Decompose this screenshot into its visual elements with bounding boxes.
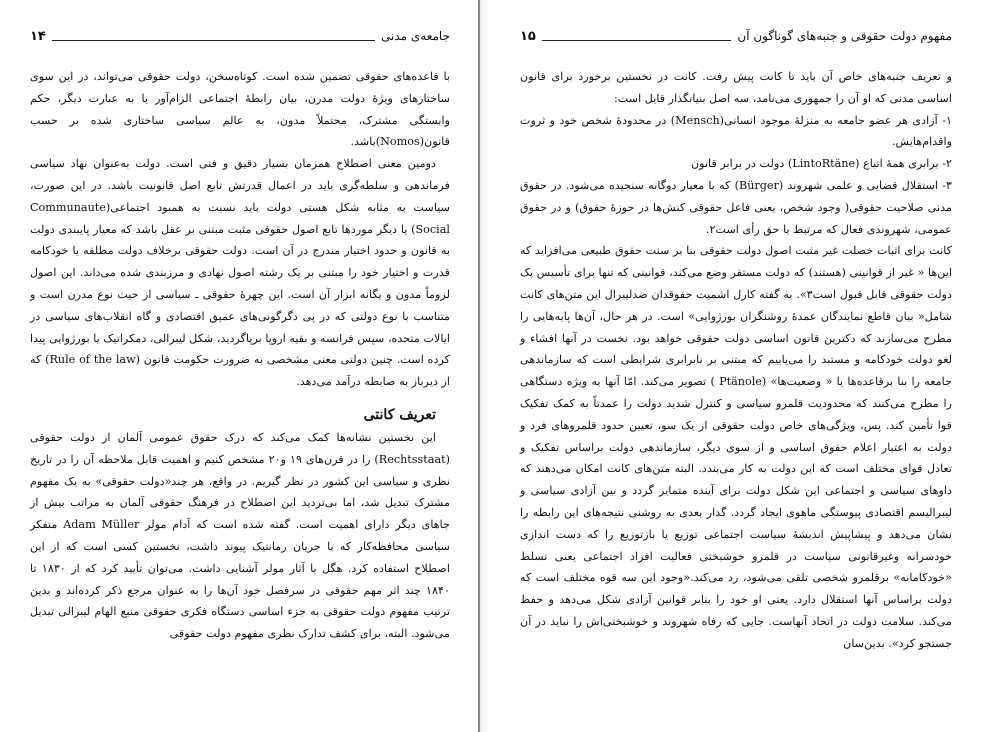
- right-body: کانت برای اثبات خصلت غیر مثبت اصول دولت حقوقی بنا بر سنت حقوق طبیعی می‌افزاید که این‌ها « غیر از قوانینی (هستند) که دولت مستقر وضع می‌کند، قوانینی که تنها برای تأسیس یک دولت حقوقی قابل قبول است۳». به گفته کارل اشمیت حقوقدان ضدلیبرال این متن‌های کانت شامل« بیان قاطع نمایندگان عمدهٔ روشنگران بورژوایی» است. در هر حال، آن‌ها پایه‌هایی را مطرح می‌سازند که دکترین قانون اساسی دولت حقوقی خواهد بود. نخست در آنها افشاء و لغو دولت خودکامه و مستبد را می‌یابیم که مبتنی بر نابرابری شرایطی است که سازماندهی جامعه را بنا برقاعده‌ها یا « وضعیت‌ها» (Ptänole ) تصویر می‌کند. امّا آنها به ویژه دستگاهی را مطرح می‌کنند که محدودیت قلمرو سیاسی و کنترل شدید دولت را عمدتاً به کمک تفکیک قوا تأمین کند. پس، ویژگی‌های خاص دولت حقوقی از یک سو، تعیین حدود قلمروهای فرد و دولت به اعتبار اعلام حقوق اساسی و از سوی دیگر، سازماندهی دولت براساس تفکیک و تعادل قوای مختلف است که این دولت به کار می‌بندد. البته متن‌های کانت امکان می‌دهند که داوهای سیاسی و اجتماعی این شکل دولت برای آینده متمایز گردد و بین آزادی سیاسی و لیبرالیسم اقتصادی پیوستگی ماهوی ایجاد گردد. گذار بعدی به روشنی نتیجه‌های این رابطه را نشان می‌دهد و پیشاپیش اندیشهٔ سیاست اجتماعی توزیع یا بازتوزیع را که دست اندازی خودسرانه وغیرقانونی سیاست در قلمرو خوشبختی فعالیت افراد اجتماعی یعنی تسلط «خودکامانه» برقلمرو شخصی تلقی می‌شود، رد می‌کند.«وجود این سه قوه مختلف است که دولت براساس آنها استقلال دارد. یعنی او خود را بنابر قوانین آزادی شکل می‌دهد و حفظ می‌کند. سلامت دولت در اتحاد آنهاست. جایی که رفاه شهروند و خوشبختی‌اش را نباید در آن جستجو کرد». بدین‌سان: [520, 244, 952, 650]
- left-paragraph-1: با قاعده‌های حقوقی تضمین شده است. کوتاه‌سخن، دولت حقوقی می‌تواند، در این سوی ساختارهای ویژهٔ دولت مدرن، بیان رابطهٔ اجتماعی الزام‌آور یا به عبارت دیگر، حکم وابستگی مشترک، محتملاً مدون، به عالم سیاسی ساختاری شده بر حسب قانون(Nomos)باشد.: [30, 70, 450, 149]
- left-header-title: جامعه‌ی مدنی: [381, 29, 450, 43]
- section-heading: تعریف کانتی: [363, 406, 436, 423]
- list-item: ۲- برابری همهٔ اتباع (LintoRtäne) دولت در برابر قانون: [690, 157, 952, 171]
- book-gutter: [478, 0, 490, 732]
- right-page-number: ۱۵: [520, 28, 536, 44]
- principles-list: [520, 110, 952, 241]
- right-header-rule: [542, 32, 732, 41]
- list-item: ۳- استقلال قضایی و علمی شهروند (Bürger) که با معیار دوگانه سنجیده می‌شود. در حقوق مدنی صلاحیت حقوقی( وجود شخص، یعنی فاعل حقوقی کنش‌ها در حوزهٔ حقوق) و در حقوق عمومی، شهروندی فعال که مرتبط با حق رأی است۲.: [520, 178, 952, 236]
- left-paragraph-2: دومین معنی اصطلاح همزمان بسیار دقیق و فنی است. دولت به‌عنوان نهاد سیاسی فرماندهی و سلطه‌گری باید در اعمال قدرتش تابع اصل قانونیت باشد. در این صورت، سیاست به مثابه شکل هستی دولت باید نسبت به همبود اجتماعی(Communaute Social) یا دیگر موردها تابع اصول حقوقی مثبت مبتنی بر عقل باشد که معیار پایبندی دولت به قانون و حدود اختیار مندرج در آن است. دولت حقوقی برخلاف دولت مطلقه یا خودکامه قدرت و اختیار خود را مبتنی بر یک رشته اصول نهادی و مرزبندی شده می‌داند. این اصول لزوماً مدون و یگانه ابزار آن است. این چهرهٔ حقوقی ـ سیاسی از حیث نوع مدرن است و متناسب با نوع دولتی که در پی دگرگونی‌های عمیق اقتصادی و گاه انقلاب‌های سیاسی در ایالات متحده، سپس فرانسه و بقیه اروپا برپاگردید، شکل لیبرالی، دمکراتیک یا بورژوایی پیدا کرده است. چنین دولتی معنی مشخصی به ضرورت حکومت قانون (Rule of the law) که از دیرباز به ضابطه درآمد می‌دهد.: [30, 157, 450, 389]
- right-intro: و تعریف جنبه‌های خاص آن باید تا کانت پیش رفت. کانت در نخستین برخورد برای قانون اساسی مدنی که او آن را جمهوری می‌نامد، سه اصل بنیانگذار قایل است:: [520, 70, 952, 105]
- left-paragraph-3: این نخستین نشانه‌ها کمک می‌کند که درک حقوق عمومی آلمان از دولت حقوقی (Rechtsstaat) را در قرن‌های ۱۹ و۲۰ مشخص کنیم و اهمیت قابل ملاحظه آن را در تاریخ نظری و سیاسی این کشور در نظر گیریم. در واقع، هر چند«دولت حقوقی» به یک مفهوم مشترک تبدیل شد، اما بی‌تردید این اصطلاح در فرهنگ حقوقی آلمان به مراتب بیش از جاهای دیگر دارای اهمیت است. گفته شده است که آدام مولر Adam Müller متفکر سیاسی محافظه‌کار که با جریان رمانتیک پیوند داشت، نخستین کسی است که از این اصطلاح استفاده کرد. هگل با آثار مولر آشنایی داشت. می‌توان تأیید کرد که از ۱۸۳۰ تا ۱۸۴۰ چند اثر مهم حقوقی در سرفصل خود آن‌ها را به عنوان مرجع ذکر کرده‌اند و بدین ترتیب مفهوم دولت حقوقی به جزء اساسی دستگاه فکری حقوقی منبع الهام لیبرالی تبدیل می‌شود. البته، برای کشف تدارک نظری مفهوم دولت حقوقی: [30, 430, 450, 641]
- right-page-header: [520, 28, 952, 44]
- right-page: [490, 0, 982, 732]
- right-header-title: مفهوم دولت حقوقی و جنبه‌های گوناگون آن: [737, 29, 952, 43]
- list-item: ۱- آزادی هر عضو جامعه به منزلهٔ موجود انسانی(Mensch) در محدودهٔ شخص خود و ثروت واقدام‌هایش.: [520, 113, 952, 149]
- left-page-number: ۱۴: [30, 28, 46, 44]
- left-page-header: [30, 28, 450, 44]
- left-header-rule: [52, 32, 375, 41]
- left-page: [0, 0, 478, 732]
